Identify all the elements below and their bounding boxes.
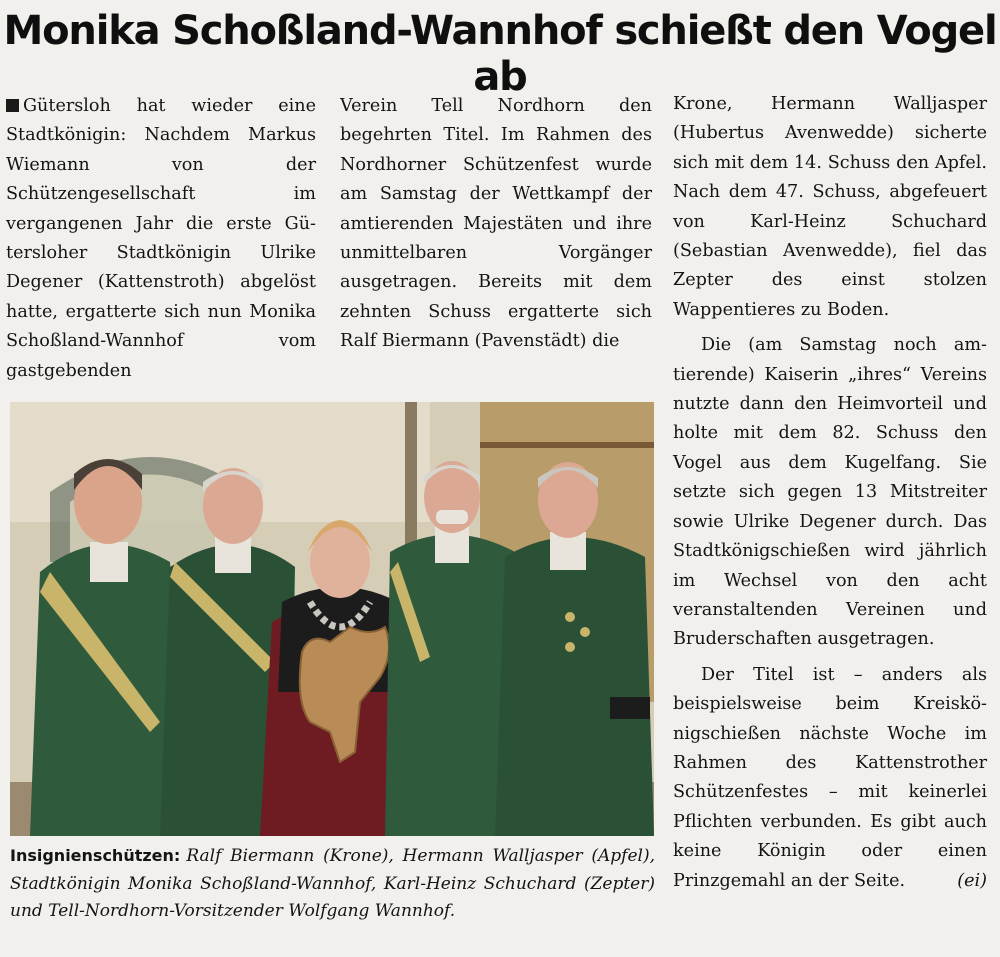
paragraph-2: Die (am Samstag noch amtierende) Kaiserin „ihres“ Vereins nutzte dann den Heimvorteil und holte mit dem 82. Schuss den Vogel aus dem Kugelfang. Sie setzte sich gegen 13 Mitstreiter sowie Ulrike Degener durch. Das Stadtkönigschießen wird jährlich im Wechsel von den acht veranstaltenden Vereinen und Bruderschaften ausgetragen. [673, 335, 987, 650]
paragraph-1-part-1: Gütersloh hat wieder eine Stadtkönigin: Nachdem Markus Wiemann von der Schützengesellschaft im vergangenen Jahr die erste Gütersloher Stadtkönigin Ulrike Degener (Kattenstroth) abgelöst hatte, ergatterte sich nun Monika Schoßland-Wannhof vom gastgebenden [6, 96, 316, 381]
bullet-square-icon [6, 99, 19, 112]
paragraph-3-text: Der Titel ist – anders als beispielsweise beim Kreiskönigschießen nächste Woche im Rahmen des Kattenstrother Schützenfestes – mit keinerlei Pflichten verbunden. Es gibt auch keine Königin oder einen Prinzgemahl an der Seite. [673, 664, 987, 891]
photo-illustration [10, 402, 654, 836]
paragraph-1-part-3: Krone, Hermann Walljasper (Hubertus Avenwedde) sicherte sich mit dem 14. Schuss den Apfel. Nach dem 47. Schuss, abgefeuert von Karl-Heinz Schuchard (Sebastian Avenwedde), fiel das Zepter des einst stolzen Wappentieres zu Boden. [673, 94, 987, 320]
caption-text: Ralf Biermann (Krone), Hermann Walljasper (Apfel), Stadtkönigin Monika Schoßland-Wannhof, Karl-Heinz Schuchard (Zepter) und Tell-Nordhorn-Vorsitzender Wolfgang Wannhof. [10, 846, 655, 921]
article-column-2 [340, 92, 652, 357]
photo-caption [10, 842, 655, 926]
headline: Monika Schoßland-Wannhof schießt den Vogel ab [3, 8, 997, 100]
news-photo [10, 402, 654, 836]
author-signature: (ei) [957, 870, 987, 891]
article-column-1 [6, 92, 316, 386]
paragraph-1-part-2: Verein Tell Nordhorn den begehrten Titel. Im Rahmen des Nordhorner Schützenfest wurde am Samstag der Wettkampf der amtierenden Majestäten und ihre unmittelbaren Vorgänger ausgetragen. Bereits mit dem zehnten Schuss ergatterte sich Ralf Biermann (Pavenstädt) die [340, 96, 652, 352]
paragraph-3 [673, 661, 987, 896]
caption-lead: Insignienschützen: [10, 846, 181, 865]
article-column-3 [673, 90, 987, 896]
